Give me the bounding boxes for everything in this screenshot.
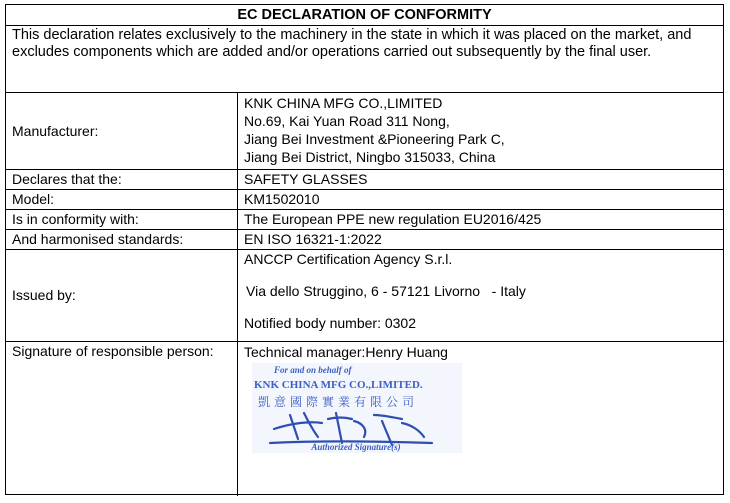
- manufacturer-line: Jiang Bei District, Ningbo 315033, China: [244, 149, 496, 165]
- declares-value: SAFETY GLASSES: [244, 171, 368, 187]
- declares-row: [6, 170, 723, 190]
- issuer-agency: ANCCP Certification Agency S.r.l.: [244, 251, 453, 267]
- conformity-value: The European PPE new regulation EU2016/425: [244, 211, 542, 227]
- title-row: [6, 5, 723, 26]
- standards-label: And harmonised standards:: [6, 230, 238, 249]
- model-value: KM1502010: [244, 191, 320, 207]
- declaration-table: [5, 4, 724, 495]
- stamp-line-2: KNK CHINA MFG CO.,LIMITED.: [254, 379, 423, 391]
- manufacturer-line: KNK CHINA MFG CO.,LIMITED: [244, 95, 443, 111]
- standards-row: [6, 230, 723, 250]
- stamp-line-1: For and on behalf of: [274, 365, 352, 375]
- notified-body-number: Notified body number: 0302: [244, 315, 416, 331]
- conformity-label: Is in conformity with:: [6, 210, 238, 229]
- intro-row: [6, 26, 723, 93]
- issuer-address: Via dello Struggino, 6 - 57121 Livorno - Italy: [246, 283, 526, 299]
- model-row: [6, 190, 723, 210]
- technical-manager: Technical manager:Henry Huang: [244, 344, 448, 360]
- company-stamp-signature: [252, 363, 462, 453]
- manufacturer-label: Manufacturer:: [6, 93, 238, 169]
- standards-value: EN ISO 16321-1:2022: [244, 231, 382, 247]
- conformity-row: [6, 210, 723, 230]
- issued-value: [238, 250, 723, 341]
- stamp-line-3: 凱意國際實業有限公司: [258, 395, 419, 409]
- intro-text: This declaration relates exclusively to the machinery in the state in which it was placed on the market, and excludes components which are added and/or operations carried out subsequently by the final user.: [12, 27, 692, 60]
- manufacturer-value: [238, 93, 723, 169]
- document-title: EC DECLARATION OF CONFORMITY: [237, 7, 492, 23]
- issued-row: [6, 250, 723, 342]
- signature-value: [238, 342, 723, 496]
- signature-label: Signature of responsible person:: [6, 342, 238, 496]
- issued-label: Issued by:: [6, 250, 238, 341]
- manufacturer-line: Jiang Bei Investment &Pioneering Park C,: [244, 131, 505, 147]
- model-label: Model:: [6, 190, 238, 209]
- manufacturer-row: [6, 93, 723, 170]
- signature-row: [6, 342, 723, 496]
- declares-label: Declares that the:: [6, 170, 238, 189]
- manufacturer-line: No.69, Kai Yuan Road 311 Nong,: [244, 113, 450, 129]
- stamp-line-4: Authorized Signature(s): [311, 442, 401, 452]
